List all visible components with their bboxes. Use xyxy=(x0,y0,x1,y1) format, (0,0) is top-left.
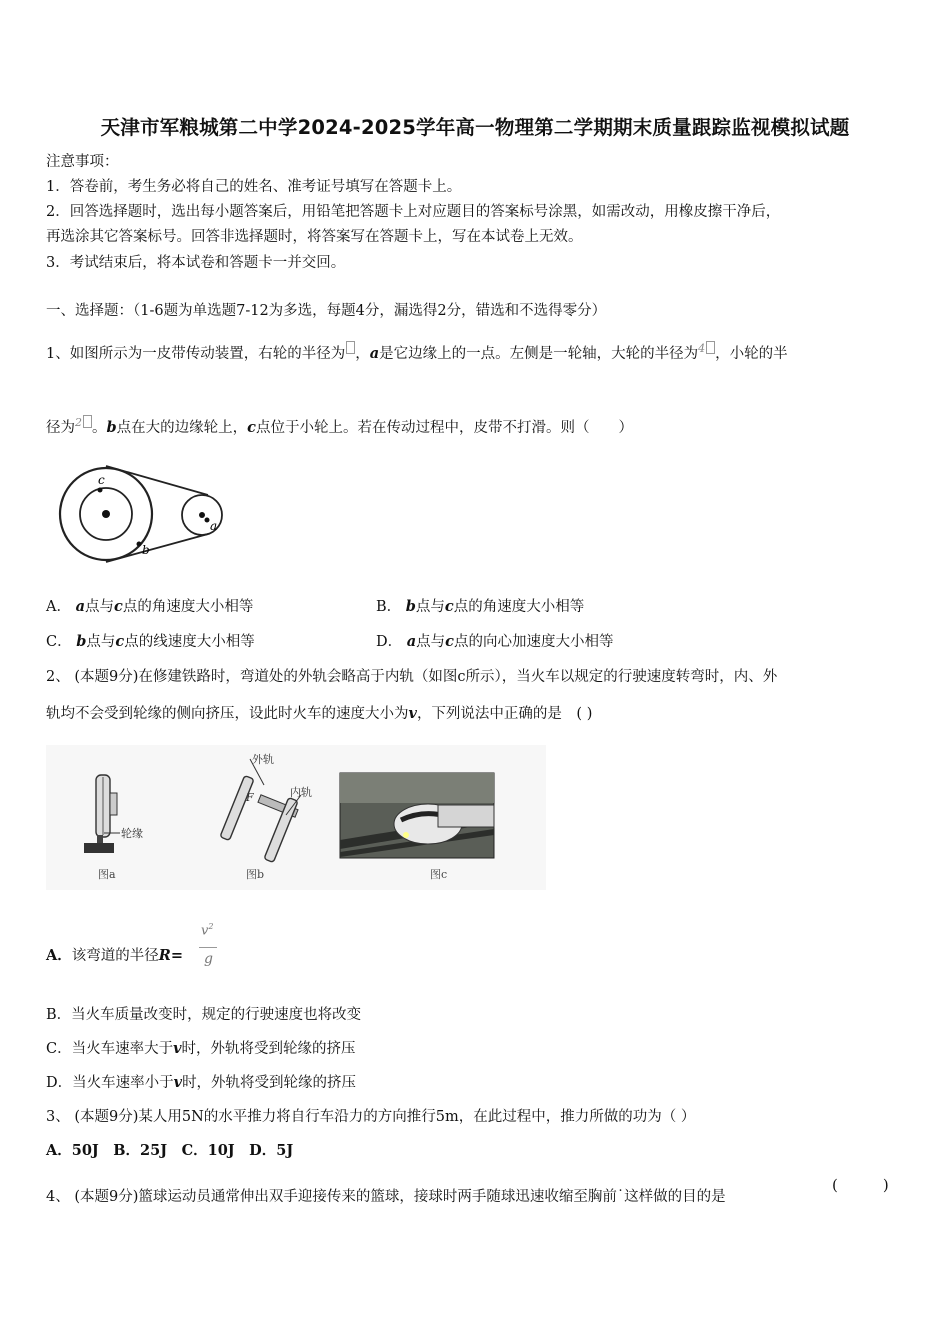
fraction-numerator: $v^2$ xyxy=(201,922,214,939)
q2-option-b: B．当火车质量改变时，规定的行驶速度也将改变 xyxy=(46,1007,362,1023)
q2-option-d: D．当火车速率小于v时，外轨将受到轮缘的挤压 xyxy=(46,1074,357,1091)
notice-item: 1．答卷前，考生务必将自己的姓名、准考证号填写在答题卡上。 xyxy=(46,179,462,195)
q1-option-c: C． b点与c点的线速度大小相等 xyxy=(46,633,255,650)
q2-line2: 轨均不会受到轮缘的侧向挤压，设此时火车的速度大小为v，下列说法中正确的是 ( ) xyxy=(46,705,593,722)
q4-text: 4、 (本题9分)篮球运动员通常伸出双手迎接传来的篮球，接球时两手随球迅速收缩至胸前˙这样做的目的是 xyxy=(46,1189,726,1205)
q3-text: 3、 (本题9分)某人用5N的水平推力将自行车沿力的方向推行5m，在此过程中，推力所做的功为（ ） xyxy=(46,1109,696,1125)
q2-option-a: A．该弯道的半径R= xyxy=(46,947,183,964)
belt-drive-figure xyxy=(50,462,230,567)
q1-option-a: A． a点与c点的角速度大小相等 xyxy=(46,598,254,615)
radius-placeholder xyxy=(706,341,715,354)
fraction-denominator: g xyxy=(204,951,213,967)
notice-item: 3．考试结束后，将本试卷和答题卡一并交回。 xyxy=(46,255,346,271)
q4-answer-paren: ( ) xyxy=(832,1176,889,1194)
force-label: F xyxy=(246,791,254,804)
q2-line1: 2、 (本题9分)在修建铁路时，弯道处的外轨会略高于内轨（如图c所示），当火车以规定的行驶速度转弯时，内、外 xyxy=(46,669,778,685)
radius-placeholder xyxy=(346,341,355,354)
outer-rail-label: 外轨 xyxy=(252,753,274,766)
q1-option-d: D． a点与c点的向心加速度大小相等 xyxy=(376,633,614,650)
wheel-rim-label: 轮缘 xyxy=(121,827,143,840)
fraction-bar xyxy=(199,947,217,948)
radius-placeholder xyxy=(83,415,92,428)
notice-item: 再选涂其它答案标号。回答非选择题时，将答案写在答题卡上，写在本试卷上无效。 xyxy=(46,229,583,245)
fig-c-caption: 图c xyxy=(430,868,448,881)
point-a-label: a xyxy=(210,519,218,533)
page-title: 天津市军粮城第二中学2024-2025学年高一物理第二学期期末质量跟踪监视模拟试题 xyxy=(100,116,850,139)
inner-rail-label: 内轨 xyxy=(290,786,312,799)
q2-option-c: C．当火车速率大于v时，外轨将受到轮缘的挤压 xyxy=(46,1040,356,1057)
q1-option-b: B． b点与c点的角速度大小相等 xyxy=(376,598,585,615)
section-heading: 一、选择题：（1-6题为单选题7-12为多选，每题4分，漏选得2分，错选和不选得零分） xyxy=(46,303,607,319)
fig-a-caption: 图a xyxy=(98,868,116,881)
q3-options: A．50J B．25J C．10J D．5J xyxy=(46,1142,294,1159)
fig-b-caption: 图b xyxy=(246,868,265,881)
notice-heading: 注意事项： xyxy=(46,154,119,170)
point-c-label: c xyxy=(98,473,105,487)
railway-figure xyxy=(46,745,546,890)
point-b-label: b xyxy=(142,543,150,557)
q1-line2: 径为$^2$ 。b点在大的边缘轮上，c点位于小轮上。若在传动过程中，皮带不打滑。则（ ） xyxy=(46,416,633,436)
q1-line1: 1、如图所示为一皮带传动装置，右轮的半径为 ，a是它边缘上的一点。左侧是一轮轴，大轮的半径为$^4$ ，小轮的半 xyxy=(46,342,788,362)
notice-item: 2．回答选择题时，选出每小题答案后，用铅笔把答题卡上对应题目的答案标号涂黑，如需改动，用橡皮擦干净后， xyxy=(46,204,781,220)
